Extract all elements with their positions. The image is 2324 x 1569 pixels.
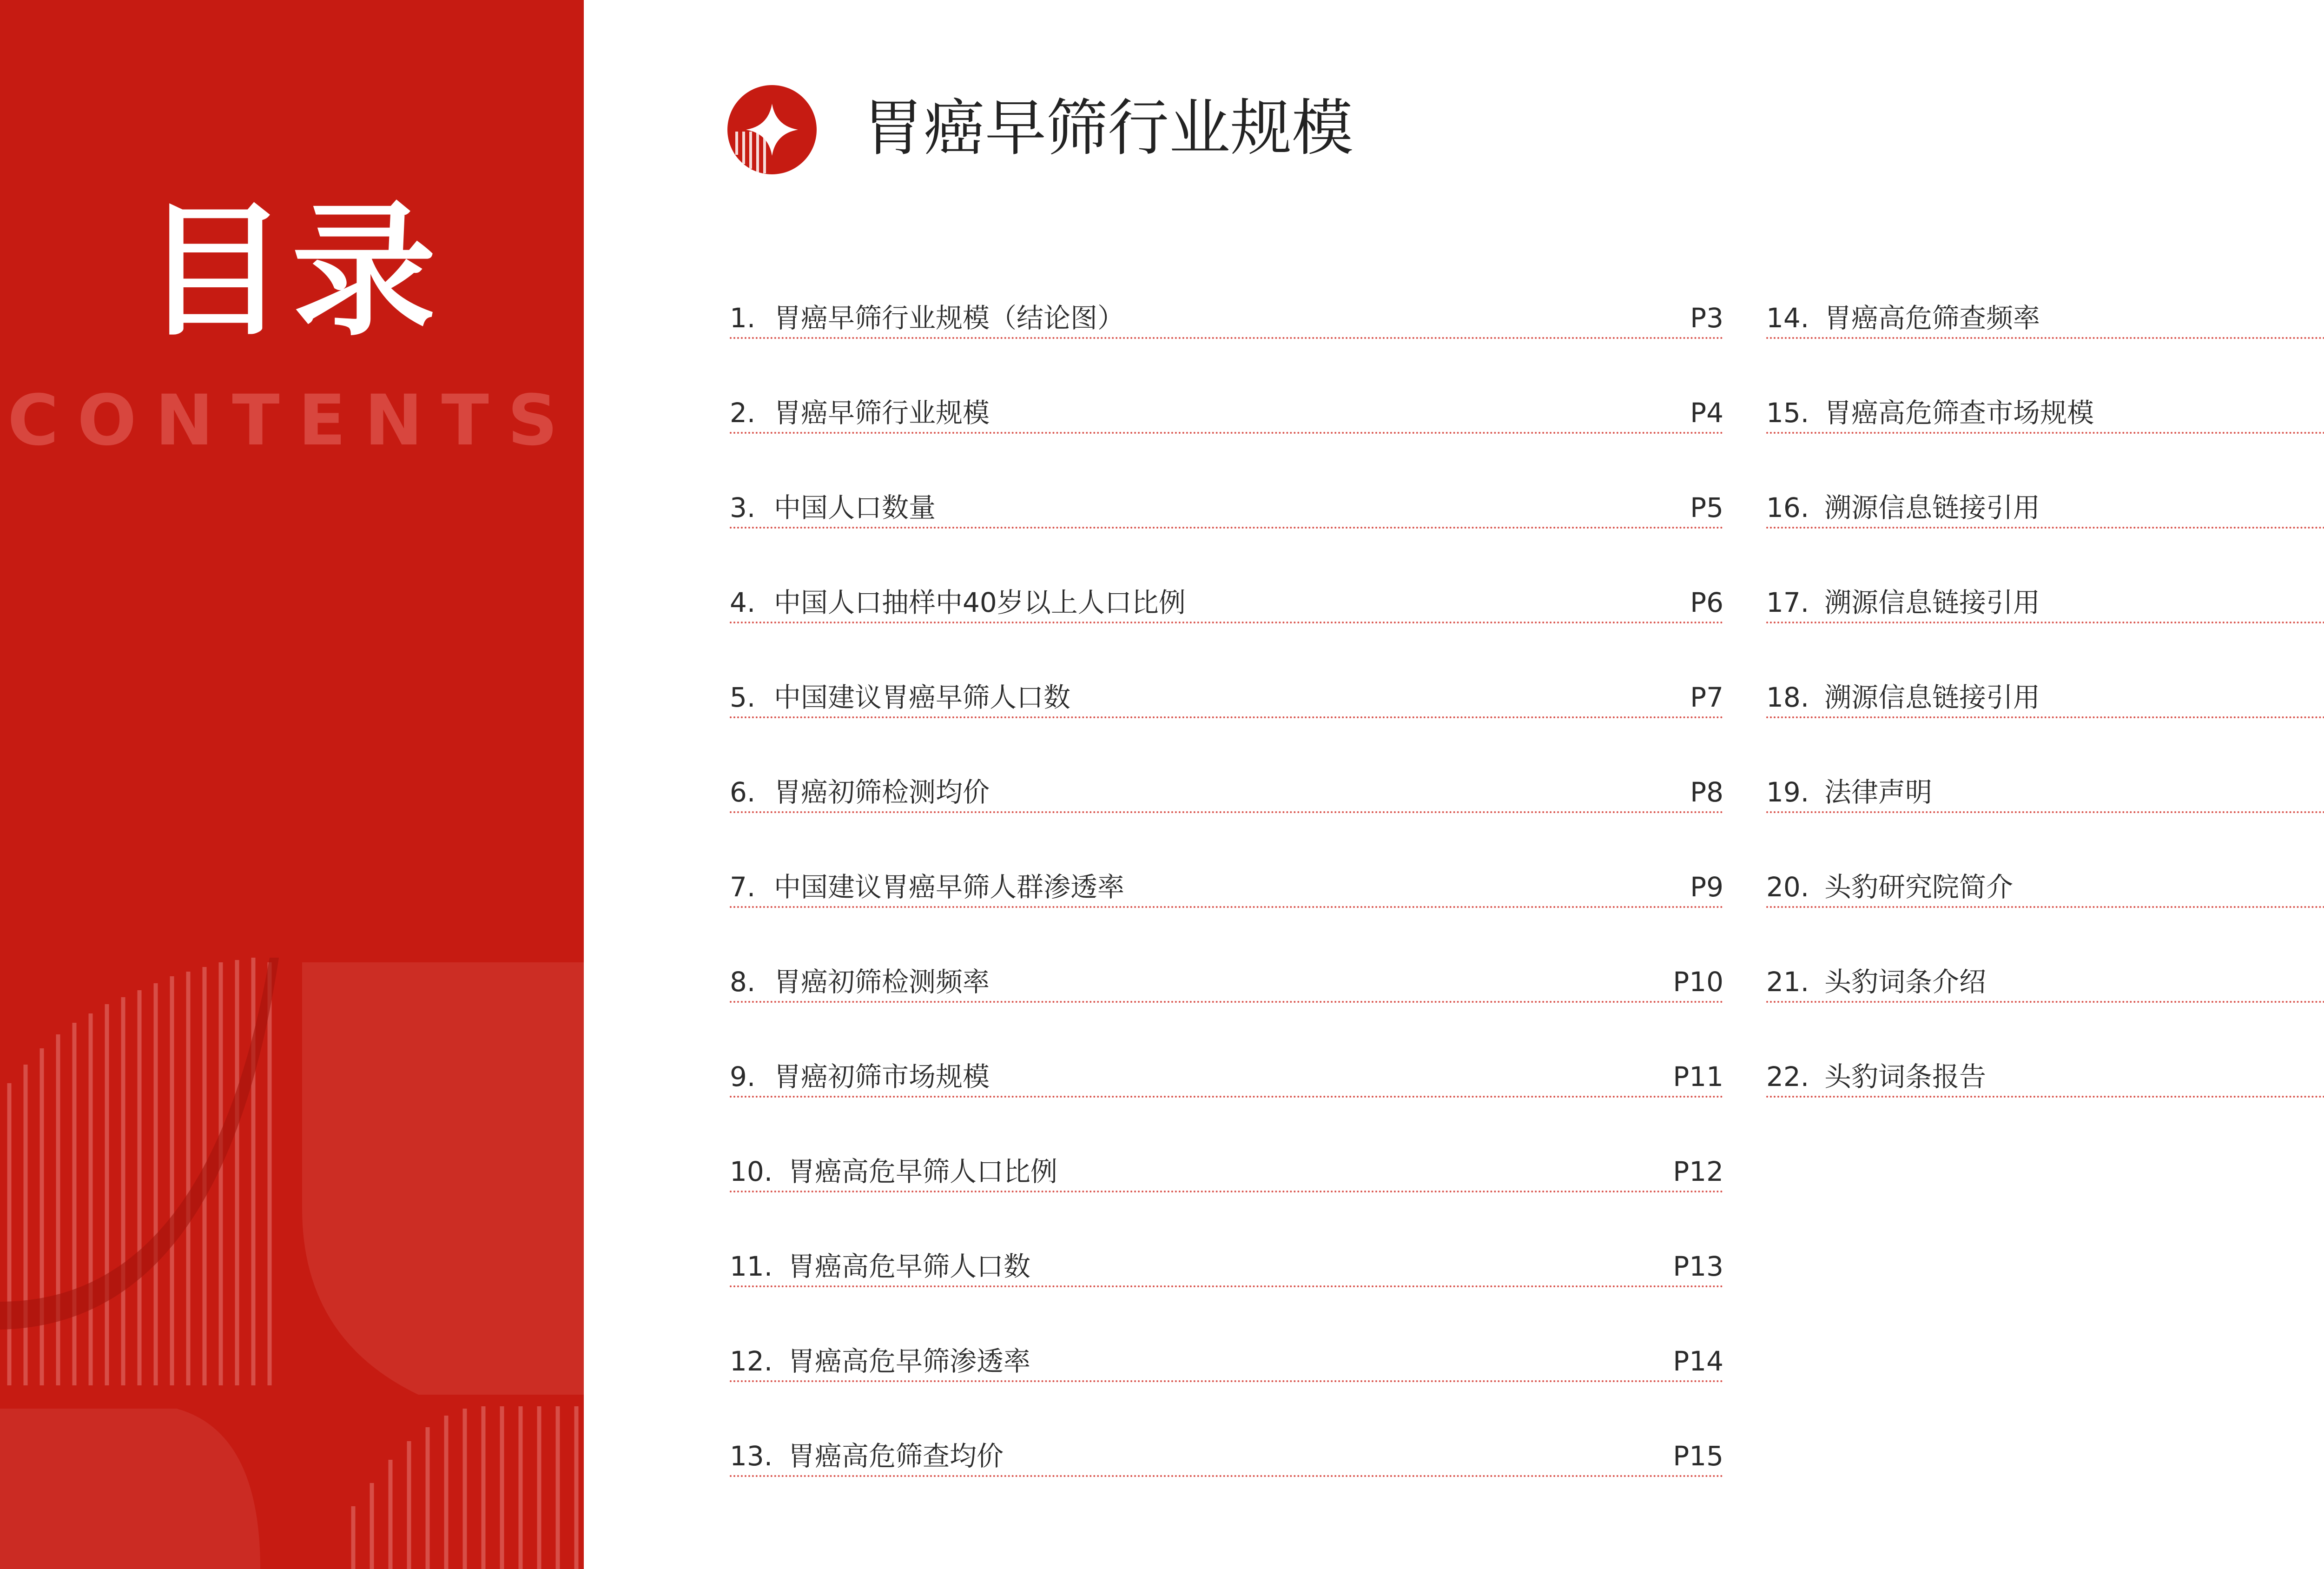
toc-label: 胃癌高危筛查频率 [1824, 302, 2040, 334]
toc-label: 溯源信息链接引用 [1824, 492, 2040, 523]
toc-label: 中国建议胃癌早筛人群渗透率 [774, 871, 1125, 903]
toc-number: 14. [1766, 302, 1809, 334]
toc-item[interactable] [730, 1045, 1723, 1098]
toc-item[interactable] [730, 1329, 1723, 1382]
toc-label: 胃癌初筛市场规模 [774, 1061, 990, 1092]
toc-item[interactable] [1766, 286, 2324, 339]
toc-label: 头豹词条报告 [1824, 1061, 1987, 1092]
toc-number: 15. [1766, 397, 1809, 429]
toc-label: 胃癌早筛行业规模 [774, 397, 990, 429]
toc-item[interactable] [730, 476, 1723, 529]
toc-number: 16. [1766, 492, 1809, 523]
toc-item[interactable] [1766, 855, 2324, 908]
toc-number: 2. [730, 397, 756, 429]
toc-page: P10 [1673, 966, 1723, 998]
toc-item[interactable] [730, 855, 1723, 908]
toc-label: 中国建议胃癌早筛人口数 [774, 682, 1071, 713]
toc-page: P6 [1690, 587, 1723, 618]
toc-label: 胃癌高危早筛渗透率 [788, 1345, 1031, 1377]
sidebar-panel [0, 0, 584, 1569]
toc-item[interactable] [1766, 950, 2324, 1003]
toc-item[interactable] [730, 950, 1723, 1003]
toc-label: 胃癌早筛行业规模（结论图） [774, 302, 1125, 334]
toc-item[interactable] [1766, 760, 2324, 813]
toc-item[interactable] [1766, 570, 2324, 623]
toc-number: 17. [1766, 587, 1809, 618]
toc-page: P7 [1690, 682, 1723, 713]
toc-item[interactable] [730, 570, 1723, 623]
toc-page: P3 [1690, 302, 1723, 334]
toc-number: 21. [1766, 966, 1809, 998]
toc-item[interactable] [1766, 476, 2324, 529]
toc-page: P9 [1690, 871, 1723, 903]
toc-item[interactable] [730, 665, 1723, 718]
toc-label: 法律声明 [1824, 776, 1933, 808]
sidebar-subtitle: CONTENTS [7, 380, 576, 461]
toc-number: 10. [730, 1156, 773, 1187]
toc-label: 胃癌初筛检测频率 [774, 966, 990, 998]
toc-label: 胃癌高危筛查均价 [788, 1440, 1004, 1472]
toc-number: 12. [730, 1345, 773, 1377]
toc-number: 13. [730, 1440, 773, 1472]
page-title: 胃癌早筛行业规模 [862, 93, 1353, 164]
toc-label: 溯源信息链接引用 [1824, 587, 2040, 618]
toc-label: 胃癌高危早筛人口数 [788, 1251, 1031, 1282]
toc-label: 胃癌高危筛查市场规模 [1824, 397, 2094, 429]
toc-number: 19. [1766, 776, 1809, 808]
toc-number: 1. [730, 302, 756, 334]
toc-page: P5 [1690, 492, 1723, 523]
toc-label: 头豹研究院简介 [1824, 871, 2014, 903]
toc-page: P13 [1673, 1251, 1723, 1282]
sidebar-title: 目录 [143, 188, 441, 356]
toc-number: 6. [730, 776, 756, 808]
toc-item[interactable] [730, 1139, 1723, 1192]
toc-label: 中国人口抽样中40岁以上人口比例 [774, 587, 1186, 618]
toc-page: P15 [1673, 1440, 1723, 1472]
toc-page: P4 [1690, 397, 1723, 429]
toc-number: 20. [1766, 871, 1809, 903]
toc-item[interactable] [730, 1424, 1723, 1477]
toc-number: 9. [730, 1061, 756, 1092]
toc-number: 3. [730, 492, 756, 523]
toc-label: 胃癌初筛检测均价 [774, 776, 990, 808]
toc-page: P11 [1673, 1061, 1723, 1092]
toc-item[interactable] [730, 1234, 1723, 1287]
toc-number: 18. [1766, 682, 1809, 713]
toc-item[interactable] [730, 286, 1723, 339]
brand-logo-icon [727, 85, 817, 174]
toc-item[interactable] [1766, 1045, 2324, 1098]
toc-label: 溯源信息链接引用 [1824, 682, 2040, 713]
toc-number: 5. [730, 682, 756, 713]
toc-number: 22. [1766, 1061, 1809, 1092]
toc-label: 中国人口数量 [774, 492, 936, 523]
toc-item[interactable] [730, 381, 1723, 434]
toc-number: 11. [730, 1251, 773, 1282]
toc-item[interactable] [1766, 381, 2324, 434]
toc-number: 7. [730, 871, 756, 903]
toc-page: P14 [1673, 1345, 1723, 1377]
toc-number: 8. [730, 966, 756, 998]
toc-item[interactable] [730, 760, 1723, 813]
toc-page: P8 [1690, 776, 1723, 808]
toc-item[interactable] [1766, 665, 2324, 718]
toc-number: 4. [730, 587, 756, 618]
toc-page: P12 [1673, 1156, 1723, 1187]
toc-label: 头豹词条介绍 [1824, 966, 1987, 998]
toc-label: 胃癌高危早筛人口比例 [788, 1156, 1058, 1187]
